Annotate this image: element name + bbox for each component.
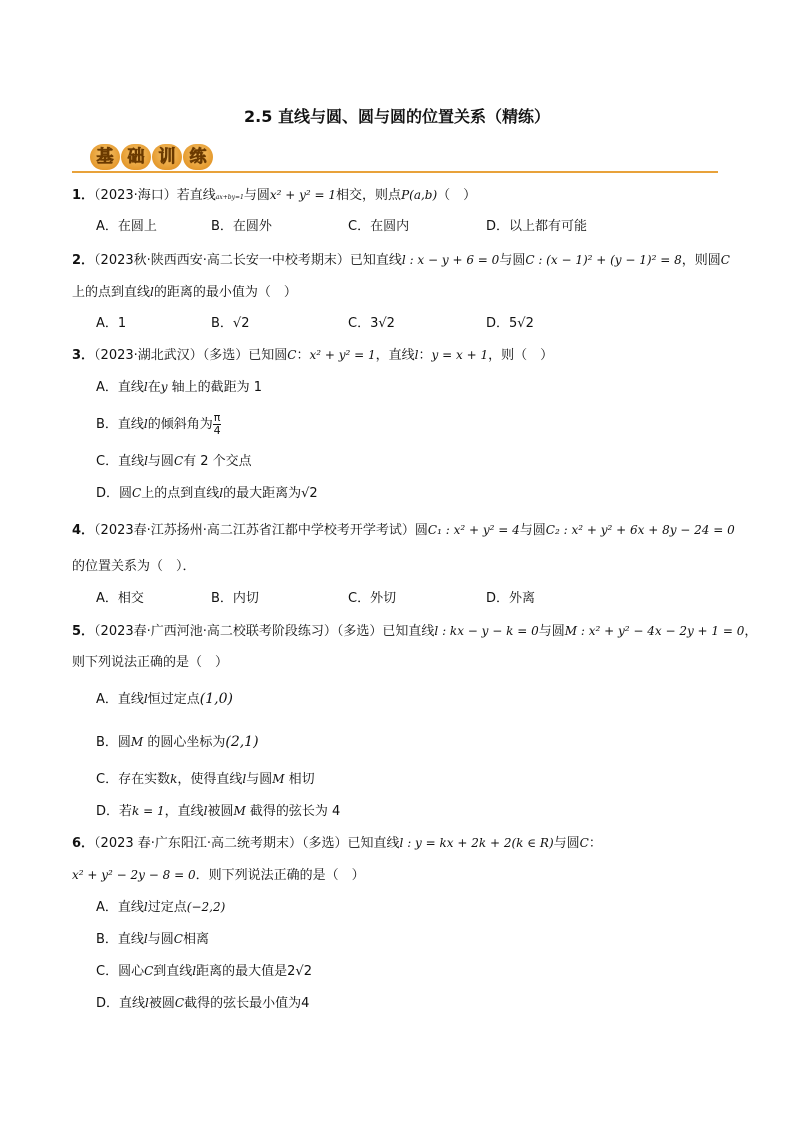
- option-b: [96, 733, 259, 752]
- question-source: （2023春·广西河池·高二校联考阶段练习）: [94, 624, 337, 639]
- math-symbol: C: [144, 964, 154, 978]
- option-text: C．圆心: [96, 964, 145, 979]
- question-3: [72, 346, 553, 365]
- question-text: （多选）已知直线: [336, 624, 435, 639]
- math-symbol: k: [170, 772, 178, 786]
- question-number: 3．: [72, 348, 95, 363]
- option-a: [96, 378, 262, 397]
- option-c: [96, 452, 252, 471]
- math-expression: √2: [301, 486, 318, 501]
- math-symbol: l: [143, 692, 148, 706]
- question-number: 5．: [72, 624, 95, 639]
- question-text: ，直线: [375, 348, 415, 363]
- question-6: [72, 834, 602, 853]
- question-text: ，则（ ）: [488, 348, 554, 363]
- badge-char: 基: [90, 144, 120, 170]
- math-expression: y = x + 1: [431, 348, 489, 362]
- math-expression: l : x − y + 6 = 0: [401, 253, 500, 267]
- option-c: C．外切: [348, 591, 397, 606]
- option-text: A．直线: [96, 692, 144, 707]
- question-number: 4．: [72, 523, 95, 538]
- option-d: D．以上都有可能: [486, 219, 588, 234]
- math-symbol: C: [173, 454, 184, 468]
- option-text: 恒过定点: [147, 692, 200, 707]
- option-c: C．在圆内: [348, 219, 410, 234]
- math-symbol: C: [579, 836, 589, 850]
- question-2: [72, 251, 730, 270]
- option-text: 被圆: [207, 804, 234, 819]
- question-text: （多选）已知圆: [202, 348, 288, 363]
- option-text: 与圆: [147, 932, 174, 947]
- question-text: 若直线: [176, 188, 216, 203]
- option-text: 到直线: [153, 964, 193, 979]
- math-symbol: M: [272, 772, 285, 786]
- option-c: C．3√2: [348, 316, 395, 331]
- question-4-line-2: 的位置关系为（ ）．: [72, 559, 196, 574]
- math-symbol: M: [130, 735, 144, 749]
- math-expression: k = 1: [132, 804, 165, 818]
- question-text: 与圆: [243, 188, 270, 203]
- option-c: [96, 770, 315, 789]
- option-text: ，直线: [164, 804, 204, 819]
- option-text: ，使得直线: [177, 772, 243, 787]
- option-text: 过定点: [147, 900, 187, 915]
- math-symbol: C: [720, 253, 730, 267]
- option-text: D．圆: [96, 486, 133, 501]
- question-text: ：: [588, 836, 602, 851]
- math-expression: C₁ : x² + y² = 4: [427, 523, 520, 537]
- option-a: [96, 898, 225, 917]
- option-text: 截得的弦长为 4: [245, 804, 341, 819]
- option-text: D．若: [96, 804, 133, 819]
- question-text: 已知直线: [349, 253, 402, 268]
- question-text: 与圆: [538, 624, 565, 639]
- question-source: （2023·湖北武汉）: [94, 348, 203, 363]
- option-text: 有 2 个交点: [183, 454, 252, 469]
- option-d: D．5√2: [486, 316, 534, 331]
- question-text: ，: [744, 624, 758, 639]
- question-text: ：: [418, 348, 432, 363]
- page-title: 2.5 直线与圆、圆与圆的位置关系（精练）: [244, 107, 550, 126]
- option-text: 被圆: [148, 996, 175, 1011]
- math-expression: l : kx − y − k = 0: [434, 624, 539, 638]
- math-expression: M : x² + y² − 4x − 2y + 1 = 0: [564, 624, 745, 638]
- badge-char: 础: [121, 144, 151, 170]
- math-expression: (−2,2): [186, 900, 226, 914]
- math-expression: 4: [301, 996, 310, 1011]
- math-expression: x² + y² − 2y − 8 = 0: [72, 868, 196, 882]
- math-expression: (1,0): [199, 691, 233, 707]
- math-expression: x² + y² = 1: [269, 188, 337, 202]
- math-symbol: l: [192, 964, 197, 978]
- fraction: [213, 412, 222, 437]
- math-symbol: l: [143, 932, 148, 946]
- question-6-line-2: [72, 866, 365, 885]
- question-source: （2023·海口）: [94, 188, 177, 203]
- math-symbol: l: [144, 454, 148, 468]
- option-text: 的最大距离为: [223, 486, 302, 501]
- math-expression: C : (x − 1)² + (y − 1)² = 8: [525, 253, 682, 267]
- math-symbol: C: [174, 996, 185, 1010]
- option-text: 距离的最大值是: [196, 964, 288, 979]
- math-expression: (2,1): [225, 734, 259, 750]
- section-divider: [72, 171, 718, 173]
- question-text: 圆: [414, 523, 428, 538]
- option-text: 在: [147, 380, 161, 395]
- question-number: 6．: [72, 836, 95, 851]
- option-b: [96, 930, 209, 949]
- option-text: D．直线: [96, 996, 146, 1011]
- question-4: [72, 521, 735, 540]
- math-symbol: l: [219, 486, 224, 500]
- question-5-line-2: 则下列说法正确的是（ ）: [72, 655, 229, 670]
- option-text: 截得的弦长最小值为: [184, 996, 302, 1011]
- option-text: 轴上的截距为 1: [167, 380, 263, 395]
- math-symbol: l: [143, 900, 148, 914]
- math-symbol: l: [145, 996, 149, 1010]
- option-d: [96, 802, 340, 821]
- option-c: [96, 962, 312, 981]
- option-d: [96, 994, 309, 1013]
- math-expression: P(a,b): [401, 188, 438, 202]
- math-symbol: l: [242, 772, 247, 786]
- question-text: 与圆: [499, 253, 526, 268]
- question-text: 的距离的最小值为（ ）: [153, 285, 297, 300]
- question-source: （2023秋·陕西西安·高二长安一中校考期末）: [94, 253, 350, 268]
- question-source: （2023 春·广东阳江·高二统考期末）: [94, 836, 303, 851]
- question-text: 上的点到直线: [72, 285, 151, 300]
- math-symbol: C: [287, 348, 297, 362]
- math-symbol: l: [143, 380, 148, 394]
- question-text: （ ）: [437, 188, 477, 203]
- question-text: ：: [296, 348, 310, 363]
- option-a: A．相交: [96, 591, 144, 606]
- option-b: B．内切: [211, 591, 259, 606]
- question-text: 相交，则点: [336, 188, 402, 203]
- math-expression: ax+by=1: [215, 194, 244, 201]
- option-text: B．直线: [96, 417, 144, 432]
- question-text: 与圆: [519, 523, 546, 538]
- option-text: C．直线: [96, 454, 145, 469]
- option-a: A．在圆上: [96, 219, 157, 234]
- option-text: 的圆心坐标为: [143, 735, 226, 750]
- option-a: A．1: [96, 316, 127, 331]
- option-text: 的倾斜角为: [147, 417, 213, 432]
- fraction-numerator: π: [213, 411, 221, 424]
- option-b: B．√2: [211, 316, 250, 331]
- option-text: C．存在实数: [96, 772, 171, 787]
- option-text: A．直线: [96, 380, 144, 395]
- question-5: [72, 622, 757, 641]
- math-expression: C₂ : x² + y² + 6x + 8y − 24 = 0: [545, 523, 735, 537]
- option-a: [96, 690, 233, 709]
- option-text: 与圆: [246, 772, 273, 787]
- math-expression: 2√2: [287, 964, 312, 979]
- question-text: 与圆: [553, 836, 580, 851]
- math-symbol: C: [132, 486, 142, 500]
- question-text: （多选）已知直线: [302, 836, 400, 851]
- option-b: [96, 412, 221, 437]
- math-symbol: y: [160, 380, 168, 394]
- math-symbol: l: [414, 348, 419, 362]
- question-text: ，则圆: [681, 253, 721, 268]
- option-text: 相切: [284, 772, 315, 787]
- math-symbol: l: [143, 417, 148, 431]
- math-symbol: l: [203, 804, 208, 818]
- option-text: B．直线: [96, 932, 144, 947]
- badge-char: 训: [152, 144, 182, 170]
- option-d: D．外离: [486, 591, 536, 606]
- question-1: [72, 186, 476, 207]
- option-text: 上的点到直线: [141, 486, 220, 501]
- math-expression: x² + y² = 1: [309, 348, 376, 362]
- badge-char: 练: [183, 144, 213, 170]
- math-symbol: l: [150, 285, 154, 299]
- fraction-denominator: 4: [213, 424, 221, 437]
- question-2-line-2: [72, 283, 297, 302]
- math-symbol: M: [233, 804, 246, 818]
- question-source: （2023春·江苏扬州·高二江苏省江都中学校考开学考试）: [94, 523, 415, 538]
- section-badge: [90, 144, 213, 170]
- question-text: ．则下列说法正确的是（ ）: [195, 868, 365, 883]
- option-text: B．圆: [96, 735, 131, 750]
- option-text: 相离: [182, 932, 209, 947]
- question-number: 1．: [72, 188, 95, 203]
- option-b: B．在圆外: [211, 219, 272, 234]
- option-text: A．直线: [96, 900, 144, 915]
- question-number: 2．: [72, 253, 95, 268]
- option-text: 与圆: [147, 454, 174, 469]
- math-symbol: C: [173, 932, 183, 946]
- math-expression: l : y = kx + 2k + 2(k ∈ R): [399, 836, 554, 850]
- option-d: [96, 484, 318, 503]
